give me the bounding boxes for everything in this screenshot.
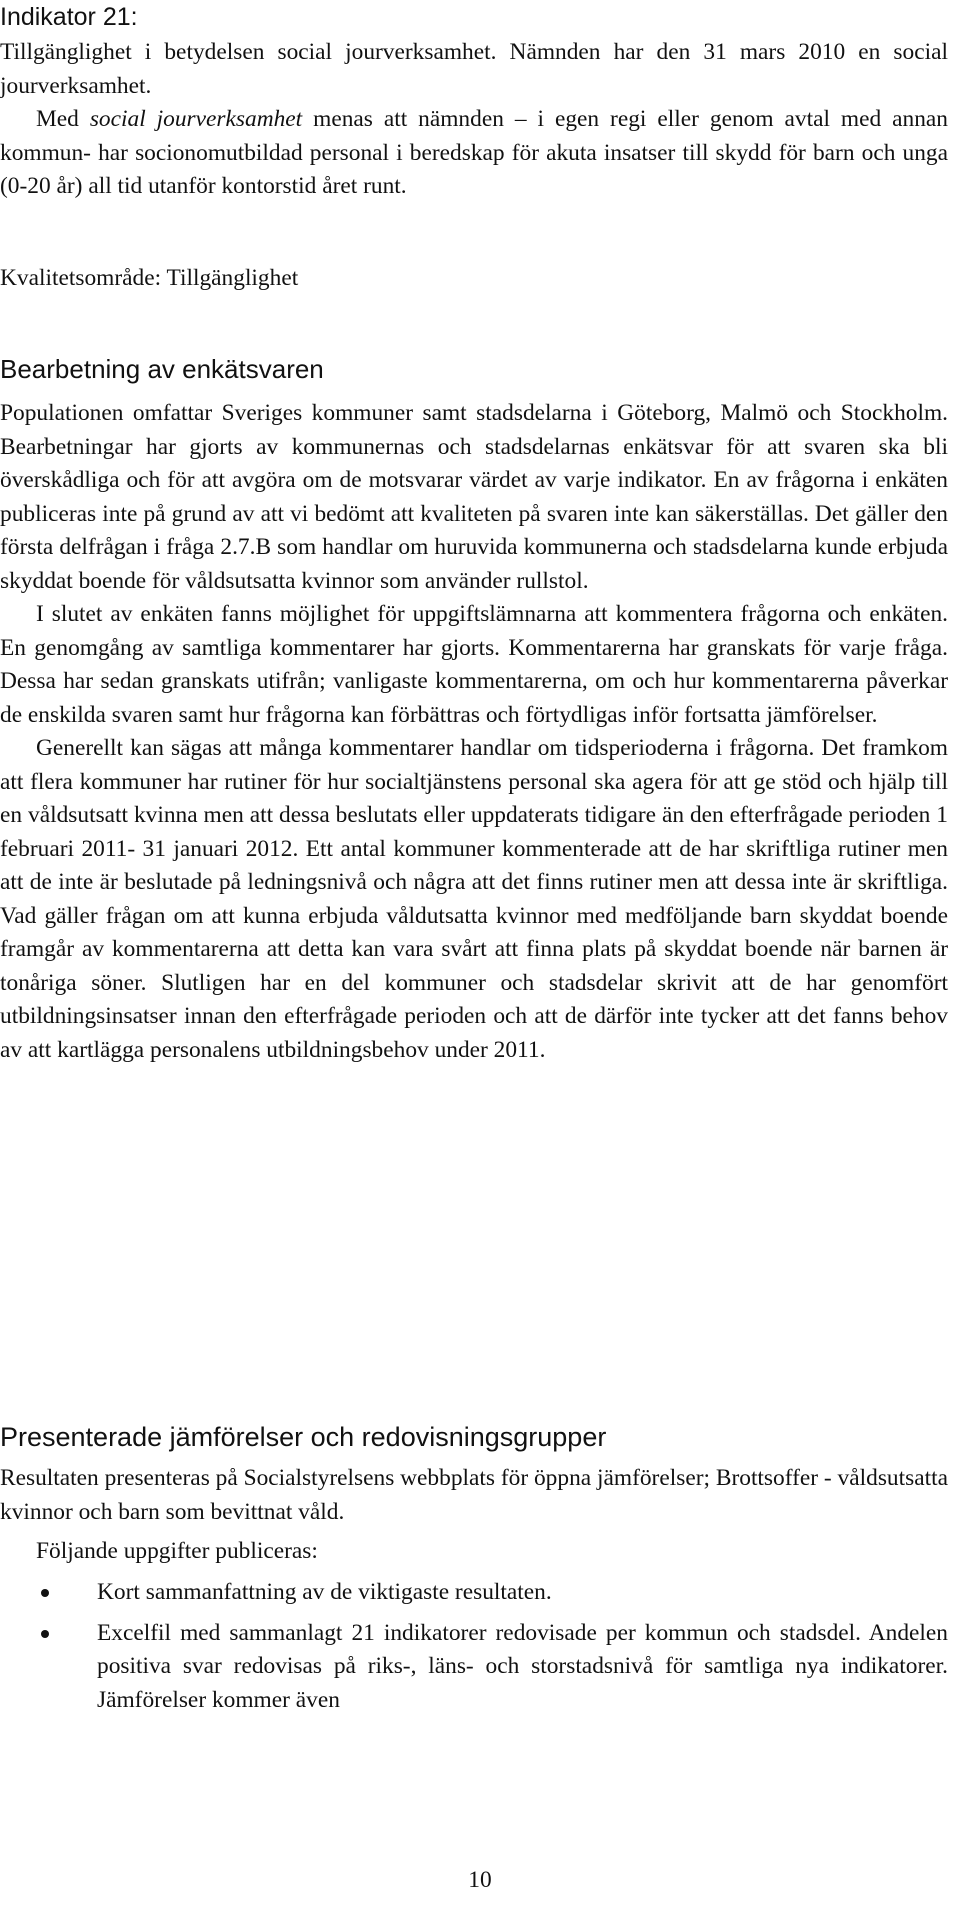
- explanation-prefix: Med: [36, 106, 90, 132]
- bullet-icon: [41, 1589, 49, 1597]
- indicator-heading: Indikator 21:: [0, 3, 138, 31]
- processing-paragraph: Generellt kan sägas att många kommentarer handlar om tidsperioderna i frågorna. Det framkom att flera kommuner har rutiner för hur socialtjänstens personal ska agera för att ge stöd och hjälp till en våldsutsatt kvinna men att dessa beslutats eller uppdaterats tidigare än den efterfrågade perioden 1 februari 2011- 31 januari 2012. Ett antal kommuner kommenterade att de har skriftliga rutiner men att de inte är beslutade på ledningsnivå och några att det finns rutiner men att dessa inte är skriftliga. Vad gäller frågan om att kunna erbjuda våldutsatta kvinnor med medföljande barn skyddat boende framgår av kommentarerna att detta kan vara svårt att finna plats på skyddat boende när barnen är tonåriga söner. Slutligen har en del kommuner och stadsdelar skrivit att de har genomfört utbildningsinsatser innan den efterfrågade perioden och att de därför inte tycker att det fanns behov av att kartlägga personalens utbildningsbehov under 2011.: [0, 735, 948, 1063]
- bullet-text: Excelfil med sammanlagt 21 indikatorer redovisade per kommun och stadsdel. Andelen positiva svar redovisas på riks-, läns- och storstadsnivå för samtliga nya indikatorer. Jämförelser kommer även: [97, 1619, 948, 1713]
- list-item: [0, 1617, 948, 1718]
- presented-following: Följande uppgifter publiceras:: [36, 1538, 318, 1564]
- explanation-rest: menas att nämnden – i egen regi eller genom avtal med annan kommun- har socionomutbildad personal i beredskap för akuta insatser till skydd för barn och unga (0-20 år) all tid utanför kontorstid året runt.: [0, 106, 948, 199]
- indicator-definition: Tillgänglighet i betydelsen social jourverksamhet. Nämnden har den 31 mars 2010 en social jourverksamhet.: [0, 39, 948, 99]
- bullet-text: Kort sammanfattning av de viktigaste resultaten.: [97, 1579, 552, 1605]
- list-item: [0, 1576, 948, 1610]
- presented-heading: Presenterade jämförelser och redovisningsgrupper: [0, 1422, 607, 1452]
- processing-paragraph: Populationen omfattar Sveriges kommuner samt stadsdelarna i Göteborg, Malmö och Stockholm. Bearbetningar har gjorts av kommunernas och stadsdelarnas enkätsvar för att svaren ska bli överskådliga och för att avgöra om de motsvarar värdet av varje indikator. En av frågorna i enkäten publiceras inte på grund av att vi bedömt att kvaliteten på svaren inte kan säkerställas. Det gäller den första delfrågan i fråga 2.7.B som handlar om huruvida kommunerna och stadsdelarna kunde erbjuda skyddat boende för våldsutsatta kvinnor som använder rullstol.: [0, 400, 948, 594]
- bullet-list: [0, 1576, 948, 1724]
- bullet-icon: [41, 1630, 49, 1638]
- explanation-term: social jourverksamhet: [89, 106, 303, 132]
- processing-heading: Bearbetning av enkätsvaren: [0, 354, 324, 384]
- presented-results: Resultaten presenteras på Socialstyrelsens webbplats för öppna jämförelser; Brottsoffer - våldsutsatta kvinnor och barn som bevittnat våld.: [0, 1465, 948, 1525]
- processing-body: [0, 397, 948, 1067]
- processing-paragraph: I slutet av enkäten fanns möjlighet för uppgiftslämnarna att kommentera frågorna och enkäten. En genomgång av samtliga kommentarer har gjorts. Kommentarerna har granskats för varje fråga. Dessa har sedan granskats utifrån; vanligaste kommentarerna, om och hur kommentarerna påverkar de enskilda svaren samt hur frågorna kan förbättras och förtydligas inför fortsatta jämförelser.: [0, 601, 948, 728]
- quality-area: Kvalitetsområde: Tillgänglighet: [0, 265, 299, 291]
- indicator-intro: [0, 36, 948, 204]
- page-number: 10: [468, 1867, 492, 1893]
- indicator-explanation: [0, 103, 948, 204]
